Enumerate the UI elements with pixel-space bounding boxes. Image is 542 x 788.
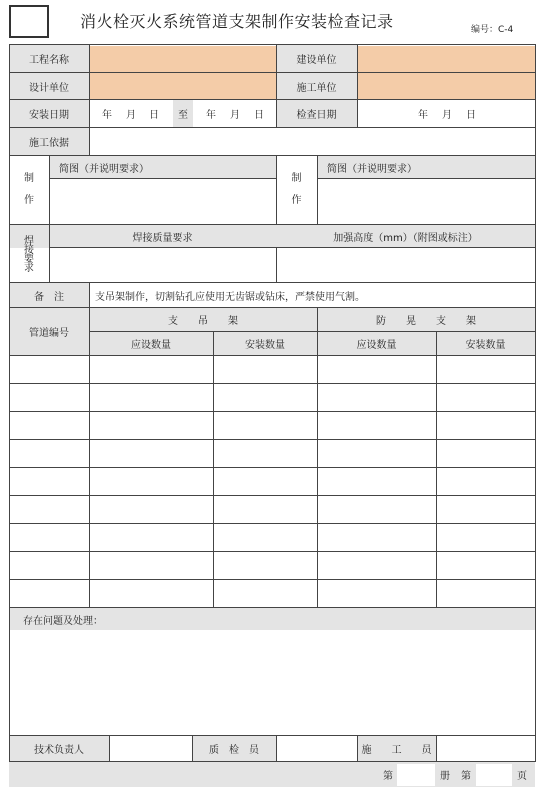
- sketch-left-label: 简图（并说明要求）: [59, 163, 149, 175]
- remark-label: 备 注: [34, 291, 64, 303]
- sketch-left-area[interactable]: [50, 179, 276, 224]
- install-date-to-month[interactable]: 月: [230, 110, 240, 121]
- designer-field[interactable]: [89, 73, 276, 99]
- install-date-from-year[interactable]: 年: [102, 110, 112, 121]
- install-date-label: 安装日期: [29, 110, 69, 121]
- check-date-year[interactable]: 年: [418, 110, 428, 121]
- project-name-field[interactable]: [89, 46, 276, 72]
- worker-label: 施 工 员: [361, 745, 432, 756]
- fabrication-char-2: 作: [291, 195, 302, 206]
- contractor-field[interactable]: [357, 73, 535, 99]
- footer-volume-blank: [397, 764, 435, 786]
- basis-field[interactable]: [90, 128, 535, 155]
- contractor-label: 施工单位: [296, 82, 337, 94]
- reinforce-height-area[interactable]: [277, 248, 535, 282]
- weld-side-label: [9, 227, 49, 282]
- issues-label: 存在问题及处理：: [23, 615, 103, 627]
- grid-v: [357, 44, 358, 128]
- install-date-from-month[interactable]: 月: [126, 110, 136, 121]
- fabrication-char-1: 制: [24, 173, 34, 184]
- antisway-group-header: 防 晃 支 架: [376, 316, 476, 327]
- band-footer: [9, 762, 535, 787]
- check-date-day[interactable]: 日: [466, 110, 476, 121]
- designer-label: 设计单位: [29, 82, 69, 94]
- fabrication-char-2: 作: [24, 195, 34, 206]
- antisway-installed-header: 安装数量: [465, 340, 506, 351]
- issues-area[interactable]: [10, 630, 535, 735]
- check-date-label: 检查日期: [296, 110, 337, 121]
- footer-volume-unit: 册: [440, 771, 450, 782]
- table-body[interactable]: [10, 356, 535, 607]
- tech-lead-field[interactable]: [110, 736, 192, 761]
- builder-label: 建设单位: [296, 55, 337, 66]
- reinforce-height-label: 加强高度（mm）（附图或标注）: [333, 232, 478, 244]
- tech-lead-label: 技术负责人: [34, 745, 84, 756]
- install-date-from-day[interactable]: 日: [149, 110, 159, 121]
- support-group-header: 支 吊 架: [168, 316, 238, 327]
- support-required-header: 应设数量: [131, 340, 171, 351]
- sketch-right-label: 简图（并说明要求）: [327, 163, 417, 175]
- corner-box: [9, 5, 49, 38]
- antisway-required-header: 应设数量: [356, 340, 397, 351]
- basis-label: 施工依据: [29, 138, 69, 149]
- weld-quality-label: 焊接质量要求: [132, 232, 193, 244]
- project-name-label: 工程名称: [29, 55, 69, 66]
- form-title: 消火栓灭火系统管道支架制作安装检查记录: [80, 12, 394, 31]
- builder-field[interactable]: [357, 46, 535, 72]
- install-date-to-label: 至: [173, 100, 193, 127]
- form-code: 编号：C-4: [471, 25, 514, 35]
- footer-page-unit: 页: [517, 771, 527, 782]
- fabrication-side-label-left: [9, 156, 49, 224]
- remark-text: 支吊架制作，切割钻孔应使用无齿锯或钻床，严禁使用气割。: [95, 291, 365, 303]
- weld-char-1: 焊: [24, 235, 34, 247]
- install-date-to-day[interactable]: 日: [254, 110, 264, 121]
- footer-page-prefix: 第: [461, 771, 471, 782]
- weld-char-3: 要: [24, 253, 34, 265]
- weld-char-4: 求: [24, 262, 34, 274]
- weld-char-2: 接: [24, 244, 34, 256]
- support-installed-header: 安装数量: [245, 340, 285, 351]
- check-date-month[interactable]: 月: [442, 110, 452, 121]
- fabrication-side-label-right: [276, 156, 317, 224]
- grid-v-right: [535, 44, 536, 762]
- footer-page-blank: [476, 764, 512, 786]
- fabrication-char-1: 制: [291, 173, 302, 184]
- install-date-to-year[interactable]: 年: [206, 110, 216, 121]
- pipe-no-header: 管道编号: [29, 328, 69, 339]
- weld-quality-area[interactable]: [50, 248, 276, 282]
- worker-field[interactable]: [437, 736, 535, 761]
- grid-h: [9, 761, 535, 762]
- inspector-field[interactable]: [277, 736, 357, 761]
- inspector-label: 质 检 员: [209, 745, 259, 756]
- footer-volume-prefix: 第: [383, 771, 393, 782]
- sketch-right-area[interactable]: [318, 179, 535, 224]
